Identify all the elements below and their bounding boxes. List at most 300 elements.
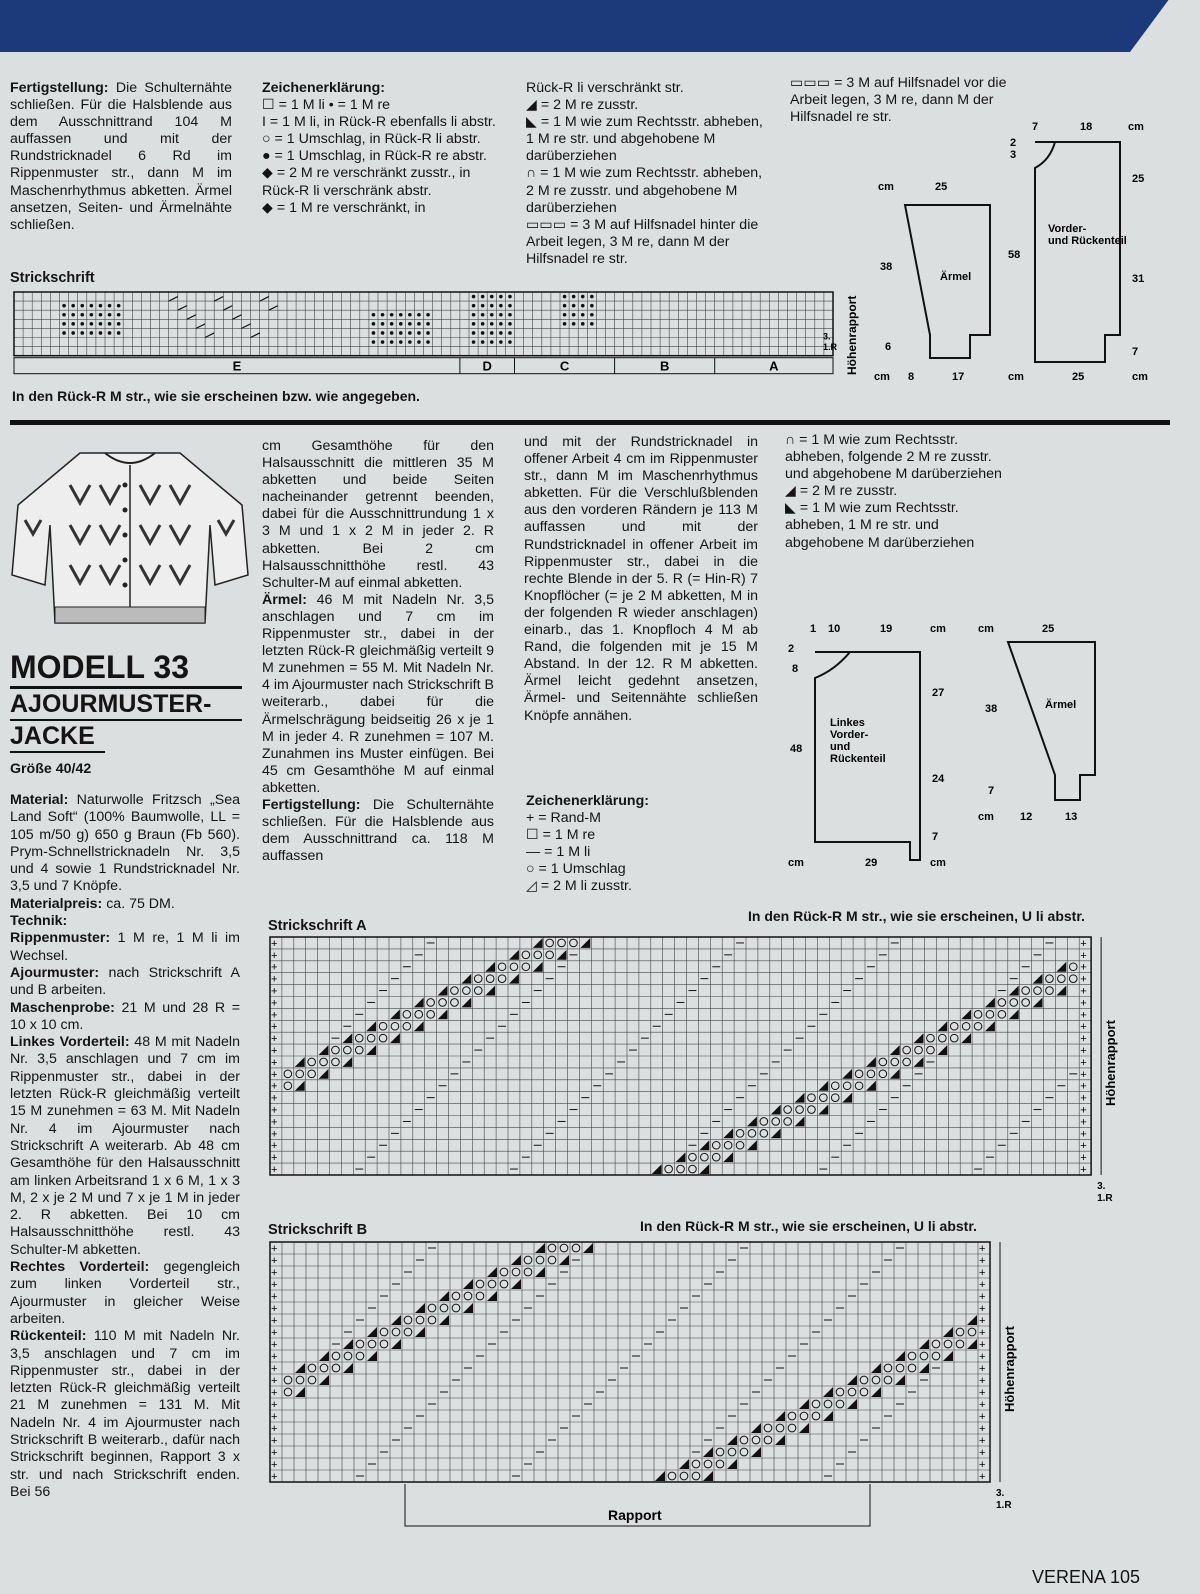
paragraph-text: 21 M und 28 R = 10 x 10 cm. [10,999,240,1033]
sleeve-label: Ärmel [1045,699,1077,711]
stitch-dot [408,340,412,344]
decrease-mark [557,950,567,960]
yarn-over [308,1058,316,1066]
decrease-mark [967,1315,977,1325]
edge-stitch: + [271,1471,278,1483]
stitch-dot [572,295,576,299]
stitch-dot [572,322,576,326]
top-schematic [845,120,1180,400]
yarn-over [932,1340,940,1348]
top-col-1 [10,80,232,234]
paragraph-heading: Rechtes Vorderteil: [10,1259,150,1276]
yarn-over [284,1388,292,1396]
decrease-mark [366,1045,376,1055]
page-footer: VERENA 105 [1031,1567,1140,1587]
decrease-mark [461,974,471,984]
yarn-over [534,951,542,959]
yarn-over [572,1244,580,1252]
paragraph-heading: Rückenteil: [10,1328,87,1345]
stitch-dot [99,304,103,308]
stitch-dot [499,340,503,344]
stitch-dot [472,313,476,317]
decrease-mark [818,1105,828,1115]
strickschrift-a-note: In den Rück-R M str., wie sie erscheinen, U li abstr. [748,908,1085,924]
stitch-dot [508,313,512,317]
dim: 48 [790,743,803,755]
decrease-mark [847,1375,857,1385]
stitch-dot [71,322,75,326]
edge-stitch: + [1080,1152,1087,1165]
yarn-over [427,999,435,1007]
yarn-over [403,1011,411,1019]
edge-stitch: + [271,1009,278,1022]
yarn-over [944,1340,952,1348]
decrease-mark [533,938,543,948]
paragraph [262,592,494,797]
stitch-dot [90,322,94,326]
yarn-over [536,1256,544,1264]
stitch-dot [581,295,585,299]
decrease-mark [985,998,995,1008]
decrease-mark [319,1045,329,1055]
yarn-over [665,1165,673,1173]
stitch-dot [472,322,476,326]
edge-stitch: + [271,985,278,998]
yarn-over [962,1022,970,1030]
stitch-dot [90,313,94,317]
decrease-mark [511,1255,521,1265]
front-label: Vorder- [830,729,869,741]
paragraph [10,80,232,234]
decrease-mark [1009,986,1019,996]
decrease-mark [699,1140,709,1150]
stitch-dot [490,331,494,335]
yarn-over [392,1328,400,1336]
edge-stitch: + [271,1128,278,1141]
edge-stitch: + [979,1303,986,1315]
decrease-mark [342,1033,352,1043]
yarn-over [740,1448,748,1456]
edge-stitch: + [1080,997,1087,1010]
decrease-mark [842,1069,852,1079]
yarn-over [344,1046,352,1054]
edge-stitch: + [271,1303,278,1315]
yarn-over [927,1046,935,1054]
dim: 10 [828,623,841,635]
decrease-mark [890,1069,900,1079]
yarn-over [498,963,506,971]
dim: 31 [1132,273,1145,285]
decrease-mark [727,1435,737,1445]
yarn-over [903,1046,911,1054]
yarn-over [760,1130,768,1138]
yarn-over [284,1376,292,1384]
edge-stitch: + [1080,1045,1087,1057]
decrease-mark [295,1081,305,1091]
decrease-mark [937,1021,947,1031]
yarn-over [474,987,482,995]
stitch-slant [214,297,223,302]
dim: 7 [932,831,939,843]
decrease-mark [583,1243,593,1253]
yarn-over [332,1046,340,1054]
legend2-title: Zeichenerklärung: [526,793,649,809]
legend-line: ◢ = 2 M re zusstr. [785,483,898,500]
edge-stitch: + [271,1459,278,1471]
decrease-mark [487,1267,497,1277]
decrease-mark [823,1387,833,1397]
strickschrift-note: In den Rück-R M str., wie sie erscheinen bzw. wie angegeben. [12,388,420,404]
yarn-over [927,1034,935,1042]
decrease-mark [391,1315,401,1325]
decrease-mark [961,1009,971,1019]
edge-stitch: + [271,1351,278,1363]
edge-stitch: + [1080,1140,1087,1153]
paragraph [524,434,758,725]
yarn-over [760,1118,768,1126]
paragraph [10,930,240,965]
decrease-mark [463,1279,473,1289]
yarn-over [772,1118,780,1126]
top-col-4 [790,75,1030,126]
yarn-over [488,1280,496,1288]
dim: 18 [1080,121,1093,133]
paragraph-heading: Linkes Vorderteil: [10,1034,130,1051]
edge-stitch: + [979,1435,986,1447]
yarn-over [724,1141,732,1149]
stitch-slant [196,324,205,329]
dim: 7 [1032,121,1039,133]
hoehenrapport-label: Höhenrapport [1103,1020,1119,1106]
paragraph [10,1259,240,1328]
stitch-dot [499,322,503,326]
yarn-over [415,1011,423,1019]
yarn-over [843,1082,851,1090]
yarn-over [332,1352,340,1360]
instructions-left [10,792,240,1501]
yarn-over [560,1244,568,1252]
dim-cm: cm [978,811,994,823]
paragraph-text: nach Strickschrift A und B arbeiten. [10,964,240,999]
edge-stitch: + [979,1423,986,1435]
stitch-dot [581,313,585,317]
stitch-dot [62,322,66,326]
edge-stitch: + [979,1291,986,1303]
decrease-mark [463,1303,473,1313]
section-label: E [232,358,242,374]
edge-stitch: + [979,1375,986,1387]
dim: 38 [880,261,893,273]
dim: 13 [1065,811,1078,823]
stitch-dot [372,331,376,335]
decrease-mark [727,1459,737,1469]
yarn-over [548,1244,556,1252]
legend-line: ◆ = 1 M re verschränkt, in [262,199,426,216]
dim: 25 [1042,623,1055,635]
stitch-slant [187,315,196,320]
paragraph-heading: Materialpreis: [10,895,103,912]
yarn-over [692,1472,700,1480]
strickschrift-label: Strickschrift [10,270,95,286]
stitch-dot [390,340,394,344]
decrease-mark [771,1105,781,1115]
decrease-mark [580,938,590,948]
instructions-right [524,434,758,725]
paragraph-heading: Fertigstellung: [10,80,109,96]
yarn-over [872,1376,880,1384]
stitch-dot [372,322,376,326]
dim: 3 [1010,149,1017,161]
yarn-over [903,1058,911,1066]
decrease-mark [895,1351,905,1361]
yarn-over [848,1388,856,1396]
legend-line: ▭▭▭ = 3 M auf Hilfsnadel hinter die Arbeit legen, 3 M re, dann M der Hilfsnadel re str. [526,216,759,267]
yarn-over [498,975,506,983]
edge-stitch: + [1080,973,1087,986]
decrease-mark [919,1363,929,1373]
yarn-over [451,987,459,995]
decrease-mark [439,1315,449,1325]
paragraph-heading: Material: [10,792,69,808]
dim-cm: cm [930,623,946,635]
stitch-dot [581,322,585,326]
yarn-over [956,1328,964,1336]
yarn-over [956,1340,964,1348]
decrease-mark [751,1447,761,1457]
paragraph [262,438,494,592]
legend-line: ◣ = 1 M wie zum Rechtsstr. abheben, 1 M re str. und abgehobene M darüberziehen [526,114,763,165]
yarn-over [356,1352,364,1360]
yarn-over [998,1011,1006,1019]
grid-lines [270,1242,990,1482]
yarn-over [428,1304,436,1312]
yarn-over [404,1328,412,1336]
yarn-over [570,939,578,947]
yarn-over [308,1070,316,1078]
decrease-mark [799,1399,809,1409]
sleeve-outline [1008,642,1095,800]
decrease-mark [343,1363,353,1373]
yarn-over [736,1141,744,1149]
edge-stitch: + [271,961,278,974]
stitch-dot [399,313,403,317]
yarn-over [668,1472,676,1480]
decrease-mark [414,998,424,1008]
yarn-over [908,1364,916,1372]
model-number: MODELL 33 [10,648,242,689]
stitch-slant [223,306,232,311]
decrease-mark [535,1267,545,1277]
stitch-dot [390,322,394,326]
yarn-over [367,1034,375,1042]
yarn-over [884,1376,892,1384]
stitch-dot [417,313,421,317]
yarn-over [308,1364,316,1372]
stitch-dot [417,331,421,335]
stitch-dot [563,304,567,308]
edge-stitch: + [271,937,278,950]
stitch-dot [499,331,503,335]
stitch-dot [499,304,503,308]
paragraph-text: 1 M re, 1 M li im Wechsel. [10,930,240,964]
section-label: C [559,358,570,374]
stitch-dot [508,304,512,308]
yarn-over [486,975,494,983]
edge-stitch: + [271,1068,278,1081]
yarn-over [855,1070,863,1078]
decrease-mark [866,1081,876,1091]
edge-stitch: + [1080,1104,1087,1117]
yarn-over [836,1388,844,1396]
body-label: Vorder- [1048,223,1087,235]
edge-stitch: + [271,1279,278,1291]
row-marker: 3. [1097,1181,1106,1192]
decrease-mark [679,1459,689,1469]
yarn-over [451,999,459,1007]
stitch-dot [108,331,112,335]
stitch-dot [563,322,567,326]
stitch-dot [572,304,576,308]
stitch-dot [508,331,512,335]
yarn-over [764,1424,772,1432]
yarn-over [939,1034,947,1042]
paragraph-text: und mit der Rundstricknadel in offener Arbeit 4 cm im Rippenmuster str., dann M im Maschenrhythmus abketten. Für die Verschlußblenden aus den vorderen Rändern je 113 M auffassen und mit der Rundstricknadel in offener Arbeit im Rippenmuster str., dabei in die rechte Blende in der 5. R (= Hin-R) 7 Knopflöcher (= je 2 M abketten, M in der folgenden R wieder anschlagen) einarb., das 1. Knopfloch 4 M ab Rand, die folgenden mit je 15 M Abstand. In der 12. R M abketten. Ärmel leicht gedehnt ansetzen, Ärmel- und Seitennähte schließen Knöpfe annähen. [524,434,758,724]
stitch-dot [372,340,376,344]
edge-stitch: + [271,1045,278,1057]
yarn-over [439,999,447,1007]
decrease-mark [943,1327,953,1337]
stitch-slant [260,297,269,302]
stitch-dot [590,322,594,326]
yarn-over [464,1292,472,1300]
paragraph-text: 48 M mit Nadeln Nr. 3,5 anschlagen und 7 cm im Rippenmuster str., dabei in der letzten Rück-R gleichmäßig verteilt 15 M zunehmen = 63 M. Mit Nadeln Nr. 4 im Ajourmuster nach Strickschrift A weiterarb. Ab 48 cm Gesamthöhe für den Halsausschnitt am linken Arbeitsrand 1 x 6 M, 1 x 3 M, 2 x je 2 M und 7 x je 1 M in jeder 2. R abketten. Bei 10 cm Halsausschnitthöhe restl. 43 Schulter-M abketten. [10,1034,240,1258]
paragraph [10,1034,240,1259]
yarn-over [784,1118,792,1126]
decrease-mark [985,1021,995,1031]
decrease-mark [414,1021,424,1031]
yarn-over [788,1412,796,1420]
stitch-dot [481,322,485,326]
legend-line: ◣ = 1 M wie zum Rechtsstr. abheben, 1 M re str. und abgehobene M darüberziehen [785,500,975,551]
stitch-dot [80,322,84,326]
stitch-dot [99,331,103,335]
legend-line: ○ = 1 Umschlag, in Rück-R li abstr. [262,131,481,148]
legend-line: ◢ = 2 M re zusstr. [526,97,639,114]
yarn-over [998,999,1006,1007]
edge-stitch: + [271,1375,278,1387]
paragraph-text: ca. 75 DM. [102,895,175,912]
dim: 24 [932,773,945,785]
decrease-mark [319,1069,329,1079]
stitch-dot [590,304,594,308]
legend-line: ◆ = 2 M re verschränkt zusstr., in Rück-R li verschränk abstr. [262,165,471,199]
yarn-over [320,1058,328,1066]
decrease-mark [391,1339,401,1349]
edge-stitch: + [1080,1128,1087,1141]
yarn-over [546,951,554,959]
yarn-over [356,1340,364,1348]
yarn-over [1069,963,1077,971]
dim: 25 [1072,371,1085,383]
yarn-over [427,1011,435,1019]
dim: 58 [1008,249,1021,261]
decrease-mark [655,1471,665,1481]
edge-stitch: + [271,1291,278,1303]
stitch-dot [108,322,112,326]
hoehenrapport-label: Höhenrapport [845,295,859,375]
yarn-over [1022,987,1030,995]
stitch-dot [71,313,75,317]
stitch-dot [426,313,430,317]
stitch-dot [117,331,121,335]
yarn-over [788,1424,796,1432]
decrease-mark [367,1327,377,1337]
decrease-mark [415,1327,425,1337]
yarn-over [1034,987,1042,995]
decrease-mark [390,1033,400,1043]
stitch-dot [590,295,594,299]
yarn-over [748,1130,756,1138]
yarn-over [546,939,554,947]
edge-stitch: + [271,1140,278,1153]
yarn-over [704,1460,712,1468]
decrease-mark [1056,986,1066,996]
stitch-dot [417,340,421,344]
top-col-2 [262,80,502,217]
dim-cm: cm [1132,371,1148,383]
edge-stitch: + [271,1435,278,1447]
strickschrift-b-note: In den Rück-R M str., wie sie erscheinen, U li abstr. [640,1218,977,1234]
yarn-over [932,1352,940,1360]
stitch-dot [108,313,112,317]
strickschrift-b-label: Strickschrift B [268,1222,368,1238]
paragraph-text: Die Schulternähte schließen. Für die Halsblende aus dem Ausschnittrand ca. 118 M auffassen [262,796,494,865]
dim-cm: cm [788,857,804,869]
edge-stitch: + [1080,949,1087,962]
decrease-mark [559,1255,569,1265]
yarn-over [950,1022,958,1030]
pattern-schematic [780,610,1110,880]
yarn-over [440,1304,448,1312]
dim: 29 [865,857,878,869]
yarn-over [974,1022,982,1030]
stitch-slant [269,306,278,311]
stitch-dot [426,322,430,326]
stitch-dot [481,331,485,335]
yarn-over [752,1436,760,1444]
stitch-dot [572,313,576,317]
stitch-dot [80,313,84,317]
yarn-over [524,1256,532,1264]
edge-stitch: + [979,1351,986,1363]
yarn-over [355,1046,363,1054]
stitch-dot [472,340,476,344]
edge-stitch: + [1080,985,1087,998]
yarn-over [824,1400,832,1408]
jacket-illustration [10,445,250,635]
decrease-mark [871,1387,881,1397]
edge-stitch: + [1080,1116,1087,1129]
yarn-over [812,1412,820,1420]
edge-stitch: + [271,1092,278,1105]
decrease-mark [703,1447,713,1457]
decrease-mark [485,962,495,972]
decrease-mark [652,1164,662,1174]
stitch-dot [508,295,512,299]
edge-stitch: + [979,1459,986,1471]
decrease-mark [847,1399,857,1409]
yarn-over [728,1448,736,1456]
